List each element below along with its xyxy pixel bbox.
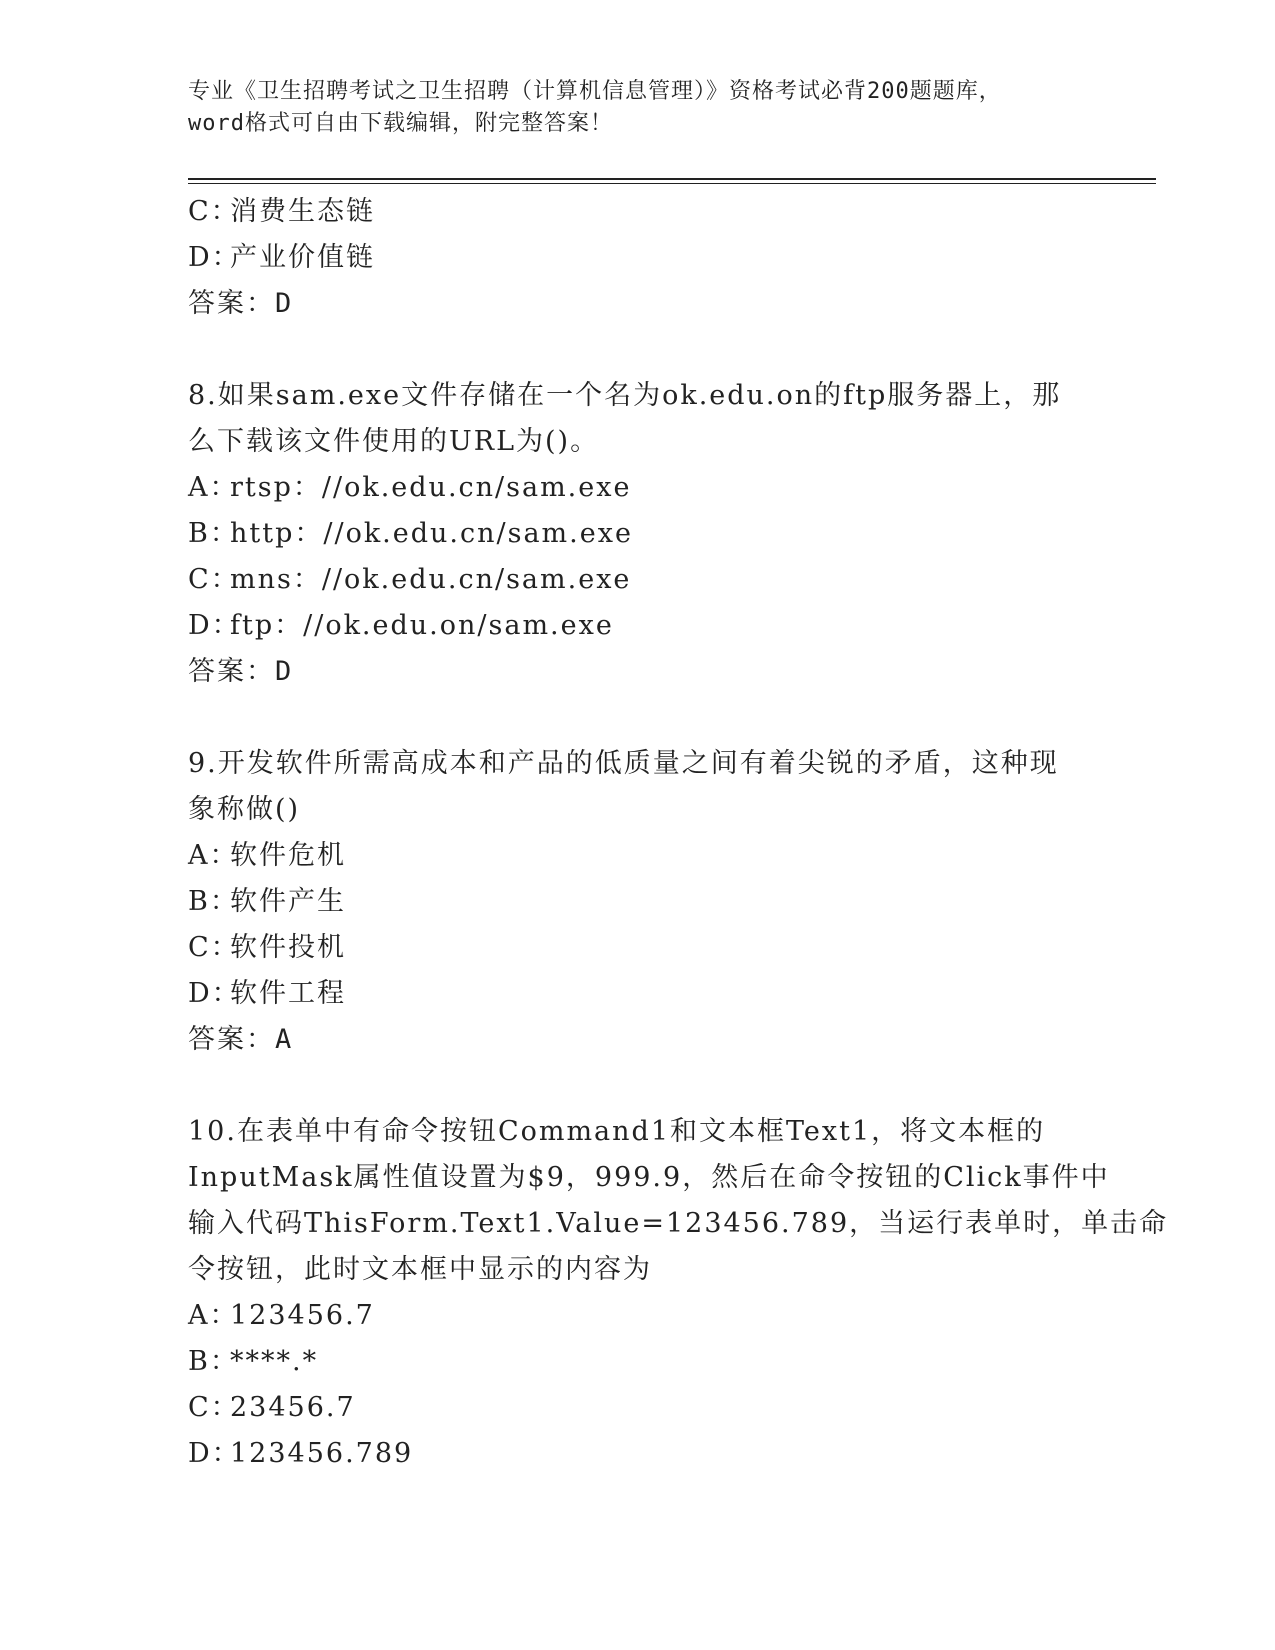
question-text-line: 么下载该文件使用的URL为()。 [188, 426, 600, 457]
option-text: 123456.789 [230, 1438, 414, 1469]
option-b [188, 879, 1088, 925]
option-letter: D： [188, 610, 241, 641]
option-letter: C： [188, 1392, 240, 1423]
option-letter: D： [188, 242, 241, 273]
option-text: rtsp：//ok.edu.cn/sam.exe [230, 472, 632, 503]
option-c [188, 1385, 1088, 1431]
prev-question-block [188, 189, 1088, 327]
option-letter: B： [188, 1346, 239, 1377]
option-text: http：//ok.edu.cn/sam.exe [230, 518, 633, 549]
answer-line: 答案：D [188, 288, 294, 319]
option-letter: A： [188, 472, 239, 503]
option-c [188, 925, 1088, 971]
option-text: 消费生态链 [230, 196, 375, 227]
question-text-line: 10.在表单中有命令按钮Command1和文本框Text1，将文本框的 [188, 1116, 1046, 1147]
option-text: ftp：//ok.edu.on/sam.exe [230, 610, 614, 641]
option-letter: A： [188, 840, 239, 871]
option-text: 软件危机 [230, 840, 346, 871]
option-letter: C： [188, 196, 240, 227]
header-title-line-1: 专业《卫生招聘考试之卫生招聘（计算机信息管理）》资格考试必背200题题库， [188, 79, 1002, 104]
question-text-line: 令按钮，此时文本框中显示的内容为 [188, 1254, 652, 1285]
option-text: 23456.7 [230, 1392, 356, 1423]
option-letter: B： [188, 518, 239, 549]
option-text: 软件产生 [230, 886, 346, 917]
option-d [188, 235, 1088, 281]
option-a [188, 833, 1088, 879]
question-9 [188, 741, 1088, 1063]
option-letter: C： [188, 932, 240, 963]
option-b [188, 511, 1088, 557]
option-text: 软件投机 [230, 932, 346, 963]
option-d [188, 1431, 1088, 1477]
question-10 [188, 1109, 1169, 1477]
option-letter: C： [188, 564, 240, 595]
option-text: ****.* [230, 1346, 319, 1377]
option-b [188, 1339, 1088, 1385]
question-text-line: 象称做() [188, 794, 301, 825]
question-text-line: 8.如果sam.exe文件存储在一个名为ok.edu.on的ftp服务器上，那 [188, 380, 1062, 411]
header-divider-thin [188, 183, 1156, 184]
option-letter: D： [188, 978, 241, 1009]
option-c [188, 189, 1088, 235]
answer-line: 答案：D [188, 656, 294, 687]
option-text: mns：//ok.edu.cn/sam.exe [230, 564, 632, 595]
option-text: 123456.7 [230, 1300, 375, 1331]
option-d [188, 603, 1088, 649]
option-text: 软件工程 [230, 978, 346, 1009]
answer-line: 答案：A [188, 1024, 294, 1055]
question-text-line: 输入代码ThisForm.Text1.Value=123456.789，当运行表单时，单击命 [188, 1208, 1169, 1239]
header-divider-thick [188, 178, 1156, 180]
document-header [188, 76, 1078, 140]
option-text: 产业价值链 [230, 242, 375, 273]
question-8 [188, 373, 1088, 695]
option-a [188, 465, 1088, 511]
question-content [188, 189, 1169, 1477]
option-letter: B： [188, 886, 239, 917]
option-d [188, 971, 1088, 1017]
option-c [188, 557, 1088, 603]
option-letter: D： [188, 1438, 241, 1469]
option-letter: A： [188, 1300, 239, 1331]
question-text-line: InputMask属性值设置为$9，999.9，然后在命令按钮的Click事件中 [188, 1162, 1110, 1193]
question-text-line: 9.开发软件所需高成本和产品的低质量之间有着尖锐的矛盾，这种现 [188, 748, 1059, 779]
option-a [188, 1293, 1088, 1339]
header-title-line-2: word格式可自由下载编辑，附完整答案！ [188, 111, 613, 136]
